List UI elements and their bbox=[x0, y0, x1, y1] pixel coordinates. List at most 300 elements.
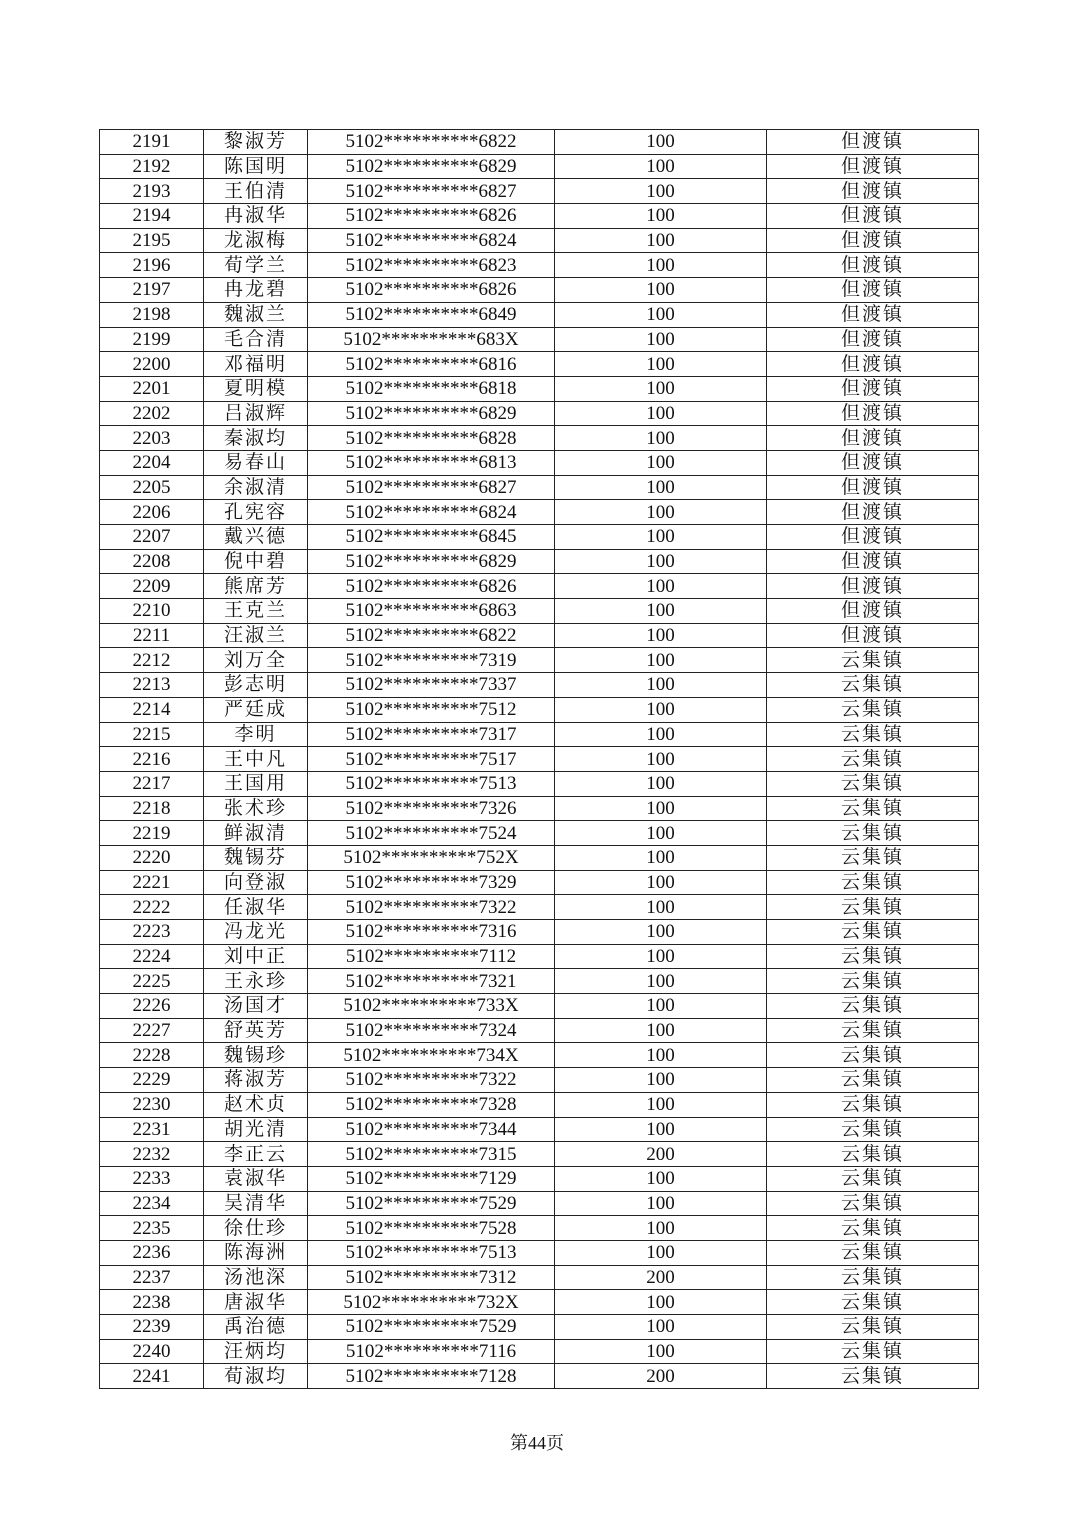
amount-cell: 100 bbox=[555, 1315, 767, 1340]
amount-cell: 100 bbox=[555, 302, 767, 327]
table-row bbox=[100, 747, 979, 772]
id-number-cell: 5102**********6826 bbox=[308, 204, 555, 229]
person-name-cell: 冉淑华 bbox=[204, 204, 308, 229]
town-name-cell: 但渡镇 bbox=[767, 327, 979, 352]
amount-cell: 100 bbox=[555, 796, 767, 821]
row-number-cell: 2192 bbox=[100, 154, 204, 179]
town-name-cell: 但渡镇 bbox=[767, 154, 979, 179]
row-number-cell: 2197 bbox=[100, 278, 204, 303]
row-number-cell: 2233 bbox=[100, 1166, 204, 1191]
amount-cell: 100 bbox=[555, 278, 767, 303]
table-row bbox=[100, 697, 979, 722]
table-row bbox=[100, 327, 979, 352]
row-number-cell: 2221 bbox=[100, 870, 204, 895]
person-name-cell: 荀淑均 bbox=[204, 1364, 308, 1389]
table-row bbox=[100, 623, 979, 648]
amount-cell: 200 bbox=[555, 1142, 767, 1167]
amount-cell: 100 bbox=[555, 401, 767, 426]
amount-cell: 100 bbox=[555, 845, 767, 870]
id-number-cell: 5102**********6827 bbox=[308, 179, 555, 204]
amount-cell: 100 bbox=[555, 1092, 767, 1117]
amount-cell: 100 bbox=[555, 747, 767, 772]
town-name-cell: 但渡镇 bbox=[767, 204, 979, 229]
amount-cell: 200 bbox=[555, 1265, 767, 1290]
person-name-cell: 向登淑 bbox=[204, 870, 308, 895]
id-number-cell: 5102**********7321 bbox=[308, 969, 555, 994]
town-name-cell: 云集镇 bbox=[767, 969, 979, 994]
id-number-cell: 5102**********752X bbox=[308, 845, 555, 870]
person-name-cell: 陈国明 bbox=[204, 154, 308, 179]
id-number-cell: 5102**********734X bbox=[308, 1043, 555, 1068]
person-name-cell: 孔宪容 bbox=[204, 500, 308, 525]
row-number-cell: 2203 bbox=[100, 426, 204, 451]
row-number-cell: 2231 bbox=[100, 1117, 204, 1142]
id-number-cell: 5102**********6826 bbox=[308, 574, 555, 599]
town-name-cell: 但渡镇 bbox=[767, 500, 979, 525]
table-row bbox=[100, 771, 979, 796]
row-number-cell: 2193 bbox=[100, 179, 204, 204]
row-number-cell: 2237 bbox=[100, 1265, 204, 1290]
row-number-cell: 2196 bbox=[100, 253, 204, 278]
amount-cell: 100 bbox=[555, 697, 767, 722]
page-number: 第44页 bbox=[510, 1433, 564, 1453]
table-row bbox=[100, 228, 979, 253]
person-name-cell: 龙淑梅 bbox=[204, 228, 308, 253]
person-name-cell: 王中凡 bbox=[204, 747, 308, 772]
amount-cell: 100 bbox=[555, 500, 767, 525]
table-row bbox=[100, 1068, 979, 1093]
row-number-cell: 2204 bbox=[100, 450, 204, 475]
town-name-cell: 云集镇 bbox=[767, 1265, 979, 1290]
town-name-cell: 但渡镇 bbox=[767, 352, 979, 377]
town-name-cell: 但渡镇 bbox=[767, 179, 979, 204]
table-row bbox=[100, 1290, 979, 1315]
person-name-cell: 汪淑兰 bbox=[204, 623, 308, 648]
id-number-cell: 5102**********6829 bbox=[308, 154, 555, 179]
id-number-cell: 5102**********6828 bbox=[308, 426, 555, 451]
row-number-cell: 2195 bbox=[100, 228, 204, 253]
table-row bbox=[100, 376, 979, 401]
table-row bbox=[100, 130, 979, 155]
id-number-cell: 5102**********7512 bbox=[308, 697, 555, 722]
town-name-cell: 云集镇 bbox=[767, 895, 979, 920]
amount-cell: 100 bbox=[555, 1117, 767, 1142]
town-name-cell: 但渡镇 bbox=[767, 525, 979, 550]
amount-cell: 100 bbox=[555, 1018, 767, 1043]
id-number-cell: 5102**********7513 bbox=[308, 1240, 555, 1265]
id-number-cell: 5102**********6863 bbox=[308, 599, 555, 624]
amount-cell: 100 bbox=[555, 549, 767, 574]
amount-cell: 100 bbox=[555, 1290, 767, 1315]
id-number-cell: 5102**********7528 bbox=[308, 1216, 555, 1241]
town-name-cell: 但渡镇 bbox=[767, 599, 979, 624]
person-name-cell: 任淑华 bbox=[204, 895, 308, 920]
town-name-cell: 云集镇 bbox=[767, 1092, 979, 1117]
beneficiary-table bbox=[99, 129, 979, 1389]
table-row bbox=[100, 401, 979, 426]
id-number-cell: 5102**********7322 bbox=[308, 895, 555, 920]
person-name-cell: 毛合清 bbox=[204, 327, 308, 352]
row-number-cell: 2229 bbox=[100, 1068, 204, 1093]
row-number-cell: 2239 bbox=[100, 1315, 204, 1340]
table-row bbox=[100, 1018, 979, 1043]
table-row bbox=[100, 1315, 979, 1340]
person-name-cell: 邓福明 bbox=[204, 352, 308, 377]
person-name-cell: 冉龙碧 bbox=[204, 278, 308, 303]
table-row bbox=[100, 648, 979, 673]
id-number-cell: 5102**********7524 bbox=[308, 821, 555, 846]
table-body bbox=[100, 130, 979, 1389]
town-name-cell: 云集镇 bbox=[767, 673, 979, 698]
row-number-cell: 2212 bbox=[100, 648, 204, 673]
table-row bbox=[100, 673, 979, 698]
amount-cell: 100 bbox=[555, 574, 767, 599]
town-name-cell: 但渡镇 bbox=[767, 302, 979, 327]
id-number-cell: 5102**********6827 bbox=[308, 475, 555, 500]
row-number-cell: 2236 bbox=[100, 1240, 204, 1265]
row-number-cell: 2241 bbox=[100, 1364, 204, 1389]
id-number-cell: 5102**********7329 bbox=[308, 870, 555, 895]
id-number-cell: 5102**********7316 bbox=[308, 920, 555, 945]
table-row bbox=[100, 278, 979, 303]
id-number-cell: 5102**********6818 bbox=[308, 376, 555, 401]
row-number-cell: 2216 bbox=[100, 747, 204, 772]
town-name-cell: 云集镇 bbox=[767, 1043, 979, 1068]
row-number-cell: 2211 bbox=[100, 623, 204, 648]
town-name-cell: 但渡镇 bbox=[767, 549, 979, 574]
amount-cell: 100 bbox=[555, 994, 767, 1019]
person-name-cell: 李明 bbox=[204, 722, 308, 747]
amount-cell: 100 bbox=[555, 154, 767, 179]
town-name-cell: 但渡镇 bbox=[767, 450, 979, 475]
id-number-cell: 5102**********6849 bbox=[308, 302, 555, 327]
row-number-cell: 2210 bbox=[100, 599, 204, 624]
amount-cell: 100 bbox=[555, 352, 767, 377]
table-row bbox=[100, 944, 979, 969]
person-name-cell: 彭志明 bbox=[204, 673, 308, 698]
amount-cell: 100 bbox=[555, 426, 767, 451]
table-row bbox=[100, 1043, 979, 1068]
row-number-cell: 2226 bbox=[100, 994, 204, 1019]
amount-cell: 100 bbox=[555, 130, 767, 155]
table-row bbox=[100, 475, 979, 500]
row-number-cell: 2207 bbox=[100, 525, 204, 550]
person-name-cell: 胡光清 bbox=[204, 1117, 308, 1142]
person-name-cell: 舒英芳 bbox=[204, 1018, 308, 1043]
town-name-cell: 但渡镇 bbox=[767, 574, 979, 599]
table-row bbox=[100, 352, 979, 377]
town-name-cell: 云集镇 bbox=[767, 796, 979, 821]
person-name-cell: 王国用 bbox=[204, 771, 308, 796]
amount-cell: 100 bbox=[555, 969, 767, 994]
town-name-cell: 云集镇 bbox=[767, 648, 979, 673]
id-number-cell: 5102**********7319 bbox=[308, 648, 555, 673]
id-number-cell: 5102**********6816 bbox=[308, 352, 555, 377]
person-name-cell: 刘万全 bbox=[204, 648, 308, 673]
town-name-cell: 云集镇 bbox=[767, 1315, 979, 1340]
town-name-cell: 但渡镇 bbox=[767, 228, 979, 253]
table-row bbox=[100, 1216, 979, 1241]
person-name-cell: 荀学兰 bbox=[204, 253, 308, 278]
town-name-cell: 云集镇 bbox=[767, 1339, 979, 1364]
id-number-cell: 5102**********7312 bbox=[308, 1265, 555, 1290]
person-name-cell: 熊席芳 bbox=[204, 574, 308, 599]
town-name-cell: 云集镇 bbox=[767, 1142, 979, 1167]
amount-cell: 100 bbox=[555, 228, 767, 253]
row-number-cell: 2235 bbox=[100, 1216, 204, 1241]
row-number-cell: 2199 bbox=[100, 327, 204, 352]
id-number-cell: 5102**********7317 bbox=[308, 722, 555, 747]
town-name-cell: 云集镇 bbox=[767, 747, 979, 772]
table-row bbox=[100, 1142, 979, 1167]
amount-cell: 100 bbox=[555, 1339, 767, 1364]
person-name-cell: 吴清华 bbox=[204, 1191, 308, 1216]
amount-cell: 100 bbox=[555, 821, 767, 846]
town-name-cell: 但渡镇 bbox=[767, 376, 979, 401]
town-name-cell: 云集镇 bbox=[767, 1364, 979, 1389]
town-name-cell: 云集镇 bbox=[767, 821, 979, 846]
row-number-cell: 2230 bbox=[100, 1092, 204, 1117]
person-name-cell: 黎淑芳 bbox=[204, 130, 308, 155]
id-number-cell: 5102**********6829 bbox=[308, 401, 555, 426]
table-row bbox=[100, 1265, 979, 1290]
id-number-cell: 5102**********7324 bbox=[308, 1018, 555, 1043]
table-row bbox=[100, 1166, 979, 1191]
table-row bbox=[100, 994, 979, 1019]
amount-cell: 100 bbox=[555, 722, 767, 747]
table-row bbox=[100, 204, 979, 229]
id-number-cell: 5102**********733X bbox=[308, 994, 555, 1019]
town-name-cell: 但渡镇 bbox=[767, 130, 979, 155]
person-name-cell: 魏锡芬 bbox=[204, 845, 308, 870]
person-name-cell: 秦淑均 bbox=[204, 426, 308, 451]
amount-cell: 100 bbox=[555, 673, 767, 698]
person-name-cell: 李正云 bbox=[204, 1142, 308, 1167]
person-name-cell: 易春山 bbox=[204, 450, 308, 475]
amount-cell: 100 bbox=[555, 475, 767, 500]
amount-cell: 100 bbox=[555, 1166, 767, 1191]
id-number-cell: 5102**********6813 bbox=[308, 450, 555, 475]
table-row bbox=[100, 154, 979, 179]
person-name-cell: 汤池深 bbox=[204, 1265, 308, 1290]
row-number-cell: 2220 bbox=[100, 845, 204, 870]
table-row bbox=[100, 1092, 979, 1117]
table-row bbox=[100, 525, 979, 550]
person-name-cell: 倪中碧 bbox=[204, 549, 308, 574]
amount-cell: 100 bbox=[555, 376, 767, 401]
id-number-cell: 5102**********7328 bbox=[308, 1092, 555, 1117]
amount-cell: 100 bbox=[555, 327, 767, 352]
person-name-cell: 徐仕珍 bbox=[204, 1216, 308, 1241]
row-number-cell: 2222 bbox=[100, 895, 204, 920]
amount-cell: 100 bbox=[555, 179, 767, 204]
table-row bbox=[100, 1339, 979, 1364]
town-name-cell: 但渡镇 bbox=[767, 278, 979, 303]
id-number-cell: 5102**********6824 bbox=[308, 228, 555, 253]
table-row bbox=[100, 1191, 979, 1216]
person-name-cell: 汤国才 bbox=[204, 994, 308, 1019]
id-number-cell: 5102**********7116 bbox=[308, 1339, 555, 1364]
id-number-cell: 5102**********7529 bbox=[308, 1191, 555, 1216]
row-number-cell: 2217 bbox=[100, 771, 204, 796]
amount-cell: 100 bbox=[555, 599, 767, 624]
person-name-cell: 王克兰 bbox=[204, 599, 308, 624]
row-number-cell: 2213 bbox=[100, 673, 204, 698]
id-number-cell: 5102**********6829 bbox=[308, 549, 555, 574]
town-name-cell: 云集镇 bbox=[767, 994, 979, 1019]
table-row bbox=[100, 253, 979, 278]
row-number-cell: 2224 bbox=[100, 944, 204, 969]
row-number-cell: 2194 bbox=[100, 204, 204, 229]
person-name-cell: 魏淑兰 bbox=[204, 302, 308, 327]
town-name-cell: 但渡镇 bbox=[767, 401, 979, 426]
town-name-cell: 但渡镇 bbox=[767, 253, 979, 278]
town-name-cell: 云集镇 bbox=[767, 944, 979, 969]
table-row bbox=[100, 796, 979, 821]
town-name-cell: 云集镇 bbox=[767, 920, 979, 945]
person-name-cell: 袁淑华 bbox=[204, 1166, 308, 1191]
table-row bbox=[100, 1364, 979, 1389]
row-number-cell: 2232 bbox=[100, 1142, 204, 1167]
town-name-cell: 云集镇 bbox=[767, 1068, 979, 1093]
amount-cell: 100 bbox=[555, 648, 767, 673]
person-name-cell: 严廷成 bbox=[204, 697, 308, 722]
id-number-cell: 5102**********7513 bbox=[308, 771, 555, 796]
row-number-cell: 2205 bbox=[100, 475, 204, 500]
id-number-cell: 5102**********6822 bbox=[308, 130, 555, 155]
person-name-cell: 刘中正 bbox=[204, 944, 308, 969]
amount-cell: 100 bbox=[555, 450, 767, 475]
id-number-cell: 5102**********6822 bbox=[308, 623, 555, 648]
id-number-cell: 5102**********732X bbox=[308, 1290, 555, 1315]
amount-cell: 100 bbox=[555, 1043, 767, 1068]
id-number-cell: 5102**********7129 bbox=[308, 1166, 555, 1191]
person-name-cell: 蒋淑芳 bbox=[204, 1068, 308, 1093]
person-name-cell: 陈海洲 bbox=[204, 1240, 308, 1265]
table-row bbox=[100, 969, 979, 994]
row-number-cell: 2215 bbox=[100, 722, 204, 747]
row-number-cell: 2202 bbox=[100, 401, 204, 426]
id-number-cell: 5102**********7529 bbox=[308, 1315, 555, 1340]
person-name-cell: 鲜淑清 bbox=[204, 821, 308, 846]
row-number-cell: 2238 bbox=[100, 1290, 204, 1315]
person-name-cell: 张术珍 bbox=[204, 796, 308, 821]
person-name-cell: 唐淑华 bbox=[204, 1290, 308, 1315]
id-number-cell: 5102**********683X bbox=[308, 327, 555, 352]
amount-cell: 100 bbox=[555, 771, 767, 796]
table-row bbox=[100, 426, 979, 451]
id-number-cell: 5102**********7315 bbox=[308, 1142, 555, 1167]
row-number-cell: 2240 bbox=[100, 1339, 204, 1364]
town-name-cell: 云集镇 bbox=[767, 870, 979, 895]
id-number-cell: 5102**********7326 bbox=[308, 796, 555, 821]
row-number-cell: 2218 bbox=[100, 796, 204, 821]
table-row bbox=[100, 1117, 979, 1142]
town-name-cell: 但渡镇 bbox=[767, 623, 979, 648]
table-row bbox=[100, 845, 979, 870]
row-number-cell: 2214 bbox=[100, 697, 204, 722]
town-name-cell: 云集镇 bbox=[767, 1240, 979, 1265]
row-number-cell: 2219 bbox=[100, 821, 204, 846]
table-row bbox=[100, 302, 979, 327]
town-name-cell: 云集镇 bbox=[767, 1018, 979, 1043]
amount-cell: 100 bbox=[555, 204, 767, 229]
table-row bbox=[100, 870, 979, 895]
town-name-cell: 云集镇 bbox=[767, 845, 979, 870]
town-name-cell: 但渡镇 bbox=[767, 475, 979, 500]
person-name-cell: 王伯清 bbox=[204, 179, 308, 204]
person-name-cell: 吕淑辉 bbox=[204, 401, 308, 426]
person-name-cell: 汪炳均 bbox=[204, 1339, 308, 1364]
id-number-cell: 5102**********7128 bbox=[308, 1364, 555, 1389]
table-row bbox=[100, 1240, 979, 1265]
id-number-cell: 5102**********7517 bbox=[308, 747, 555, 772]
amount-cell: 100 bbox=[555, 895, 767, 920]
amount-cell: 100 bbox=[555, 1068, 767, 1093]
person-name-cell: 夏明模 bbox=[204, 376, 308, 401]
amount-cell: 100 bbox=[555, 253, 767, 278]
table-row bbox=[100, 895, 979, 920]
amount-cell: 100 bbox=[555, 870, 767, 895]
amount-cell: 100 bbox=[555, 1240, 767, 1265]
table-row bbox=[100, 920, 979, 945]
town-name-cell: 云集镇 bbox=[767, 697, 979, 722]
person-name-cell: 禹治德 bbox=[204, 1315, 308, 1340]
row-number-cell: 2228 bbox=[100, 1043, 204, 1068]
id-number-cell: 5102**********7322 bbox=[308, 1068, 555, 1093]
id-number-cell: 5102**********7337 bbox=[308, 673, 555, 698]
table-row bbox=[100, 722, 979, 747]
table-row bbox=[100, 179, 979, 204]
row-number-cell: 2208 bbox=[100, 549, 204, 574]
town-name-cell: 云集镇 bbox=[767, 1290, 979, 1315]
row-number-cell: 2234 bbox=[100, 1191, 204, 1216]
id-number-cell: 5102**********6845 bbox=[308, 525, 555, 550]
town-name-cell: 云集镇 bbox=[767, 722, 979, 747]
row-number-cell: 2198 bbox=[100, 302, 204, 327]
row-number-cell: 2201 bbox=[100, 376, 204, 401]
person-name-cell: 余淑清 bbox=[204, 475, 308, 500]
row-number-cell: 2209 bbox=[100, 574, 204, 599]
town-name-cell: 云集镇 bbox=[767, 1216, 979, 1241]
amount-cell: 100 bbox=[555, 1191, 767, 1216]
amount-cell: 100 bbox=[555, 525, 767, 550]
town-name-cell: 云集镇 bbox=[767, 1166, 979, 1191]
amount-cell: 100 bbox=[555, 1216, 767, 1241]
id-number-cell: 5102**********6826 bbox=[308, 278, 555, 303]
person-name-cell: 魏锡珍 bbox=[204, 1043, 308, 1068]
table-row bbox=[100, 500, 979, 525]
id-number-cell: 5102**********6823 bbox=[308, 253, 555, 278]
table-row bbox=[100, 574, 979, 599]
row-number-cell: 2206 bbox=[100, 500, 204, 525]
amount-cell: 200 bbox=[555, 1364, 767, 1389]
row-number-cell: 2225 bbox=[100, 969, 204, 994]
person-name-cell: 赵术贞 bbox=[204, 1092, 308, 1117]
table-row bbox=[100, 599, 979, 624]
person-name-cell: 戴兴德 bbox=[204, 525, 308, 550]
row-number-cell: 2227 bbox=[100, 1018, 204, 1043]
town-name-cell: 云集镇 bbox=[767, 1191, 979, 1216]
id-number-cell: 5102**********7344 bbox=[308, 1117, 555, 1142]
row-number-cell: 2191 bbox=[100, 130, 204, 155]
amount-cell: 100 bbox=[555, 920, 767, 945]
id-number-cell: 5102**********6824 bbox=[308, 500, 555, 525]
row-number-cell: 2200 bbox=[100, 352, 204, 377]
row-number-cell: 2223 bbox=[100, 920, 204, 945]
table-row bbox=[100, 450, 979, 475]
person-name-cell: 王永珍 bbox=[204, 969, 308, 994]
